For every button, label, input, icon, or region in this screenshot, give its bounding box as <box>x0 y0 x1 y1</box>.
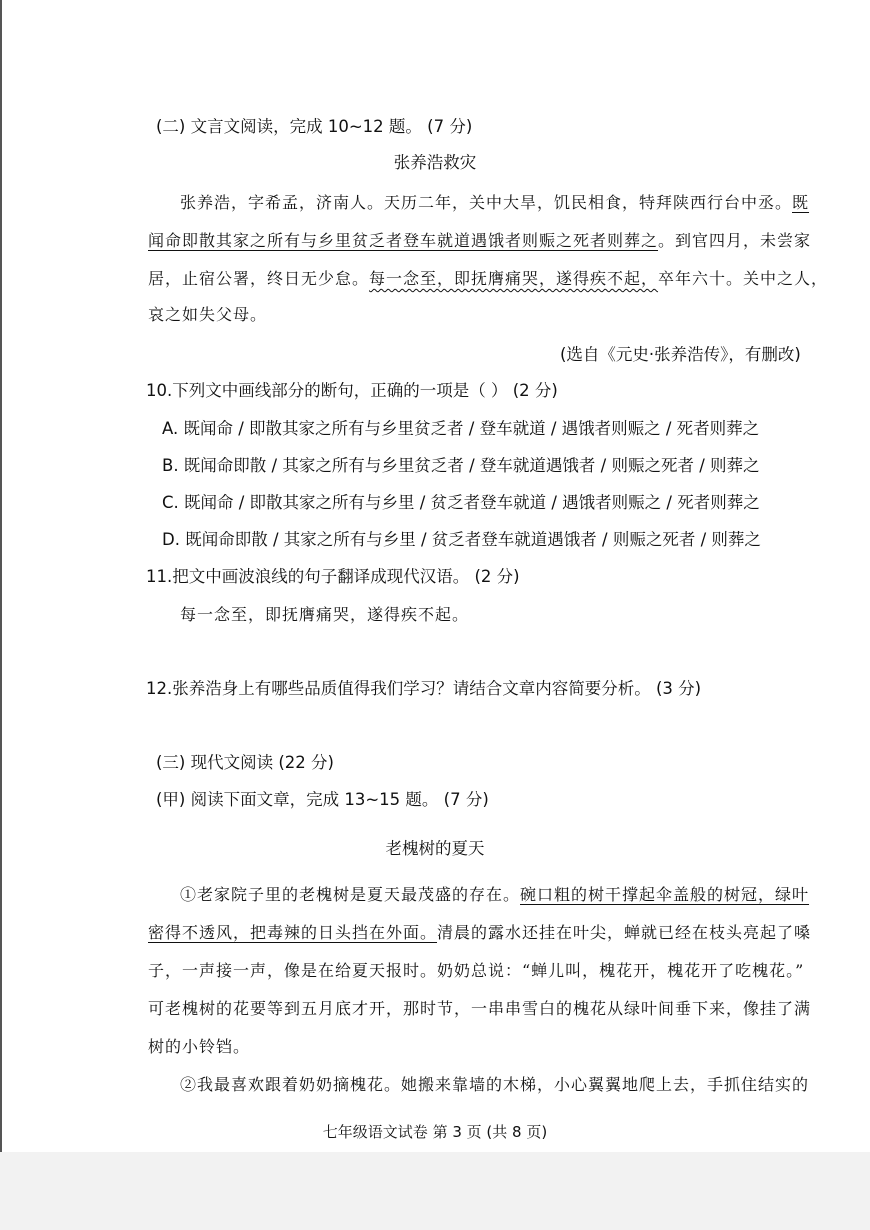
passage-line-3: 居，止宿公署，终日无少怠。每一念至，即抚膺痛哭，遂得疾不起，卒年六十。关中之人， <box>148 269 829 288</box>
part-a-header: (甲) 阅读下面文章，完成 13~15 题。 (7 分) <box>156 790 489 809</box>
q10-stem: 10.下列文中画线部分的断句，正确的一项是（ ） (2 分) <box>146 381 558 400</box>
page-bottom-margin <box>0 1152 870 1230</box>
page-footer: 七年级语文试卷 第 3 页 (共 8 页) <box>322 1123 548 1141</box>
q10-option-a: A. 既闻命 / 即散其家之所有与乡里贫乏者 / 登车就道 / 遇饿者则赈之 / 死者则葬之 <box>162 419 760 438</box>
passage-line-1: 张养浩，字希孟，济南人。天历二年，关中大旱，饥民相食，特拜陕西行台中丞。既 <box>180 193 810 212</box>
q10-option-c: C. 既闻命 / 即散其家之所有与乡里 / 贫乏者登车就道 / 遇饿者则赈之 / 死者则葬之 <box>162 493 760 512</box>
modern-line-2: 密得不透风，把毒辣的日头挡在外面。清晨的露水还挂在叶尖，蝉就已经在枝头亮起了嗓 <box>148 923 812 942</box>
modern-title: 老槐树的夏天 <box>385 839 485 858</box>
wavy-segment: 每一念至，即抚膺痛哭，遂得疾不起， <box>369 269 659 288</box>
modern-line-5: 树的小铃铛。 <box>148 1037 251 1056</box>
q10-option-d: D. 既闻命即散 / 其家之所有与乡里 / 贫乏者登车就道遇饿者 / 则赈之死者 / 则葬之 <box>162 530 761 549</box>
section2-header: (二) 文言文阅读，完成 10~12 题。 (7 分) <box>156 117 473 136</box>
passage-line-2: 闻命即散其家之所有与乡里贫乏者登车就道遇饿者则赈之死者则葬之。到官四月，未尝家 <box>148 231 812 250</box>
modern-line-6: ②我最喜欢跟着奶奶摘槐花。她搬来靠墙的木梯，小心翼翼地爬上去，手抓住结实的 <box>180 1075 810 1094</box>
underlined-segment: 闻命即散其家之所有与乡里贫乏者登车就道遇饿者则赈之死者则葬之 <box>148 231 659 250</box>
section3-header: (三) 现代文阅读 (22 分) <box>156 753 334 772</box>
modern-line-4: 可老槐树的花要等到五月底才开，那时节，一串串雪白的槐花从绿叶间垂下来，像挂了满 <box>148 999 812 1018</box>
passage-line-4: 哀之如失父母。 <box>148 305 268 324</box>
q12-stem: 12.张养浩身上有哪些品质值得我们学习？请结合文章内容简要分析。 (3 分) <box>146 679 702 698</box>
q11-sentence: 每一念至，即抚膺痛哭，遂得疾不起。 <box>180 605 470 624</box>
q11-stem: 11.把文中画波浪线的句子翻译成现代汉语。 (2 分) <box>146 567 520 586</box>
passage-source: (选自《元史·张养浩传》，有删改) <box>560 345 801 364</box>
q10-option-b: B. 既闻命即散 / 其家之所有与乡里贫乏者 / 登车就道遇饿者 / 则赈之死者 / 则葬之 <box>162 456 760 475</box>
modern-line-1: ①老家院子里的老槐树是夏天最茂盛的存在。碗口粗的树干撑起伞盖般的树冠，绿叶 <box>180 885 810 904</box>
classical-title: 张养浩救灾 <box>393 153 477 172</box>
modern-line-3: 子，一声接一声，像是在给夏天报时。奶奶总说：“蝉儿叫，槐花开，槐花开了吃槐花。” <box>148 961 805 980</box>
